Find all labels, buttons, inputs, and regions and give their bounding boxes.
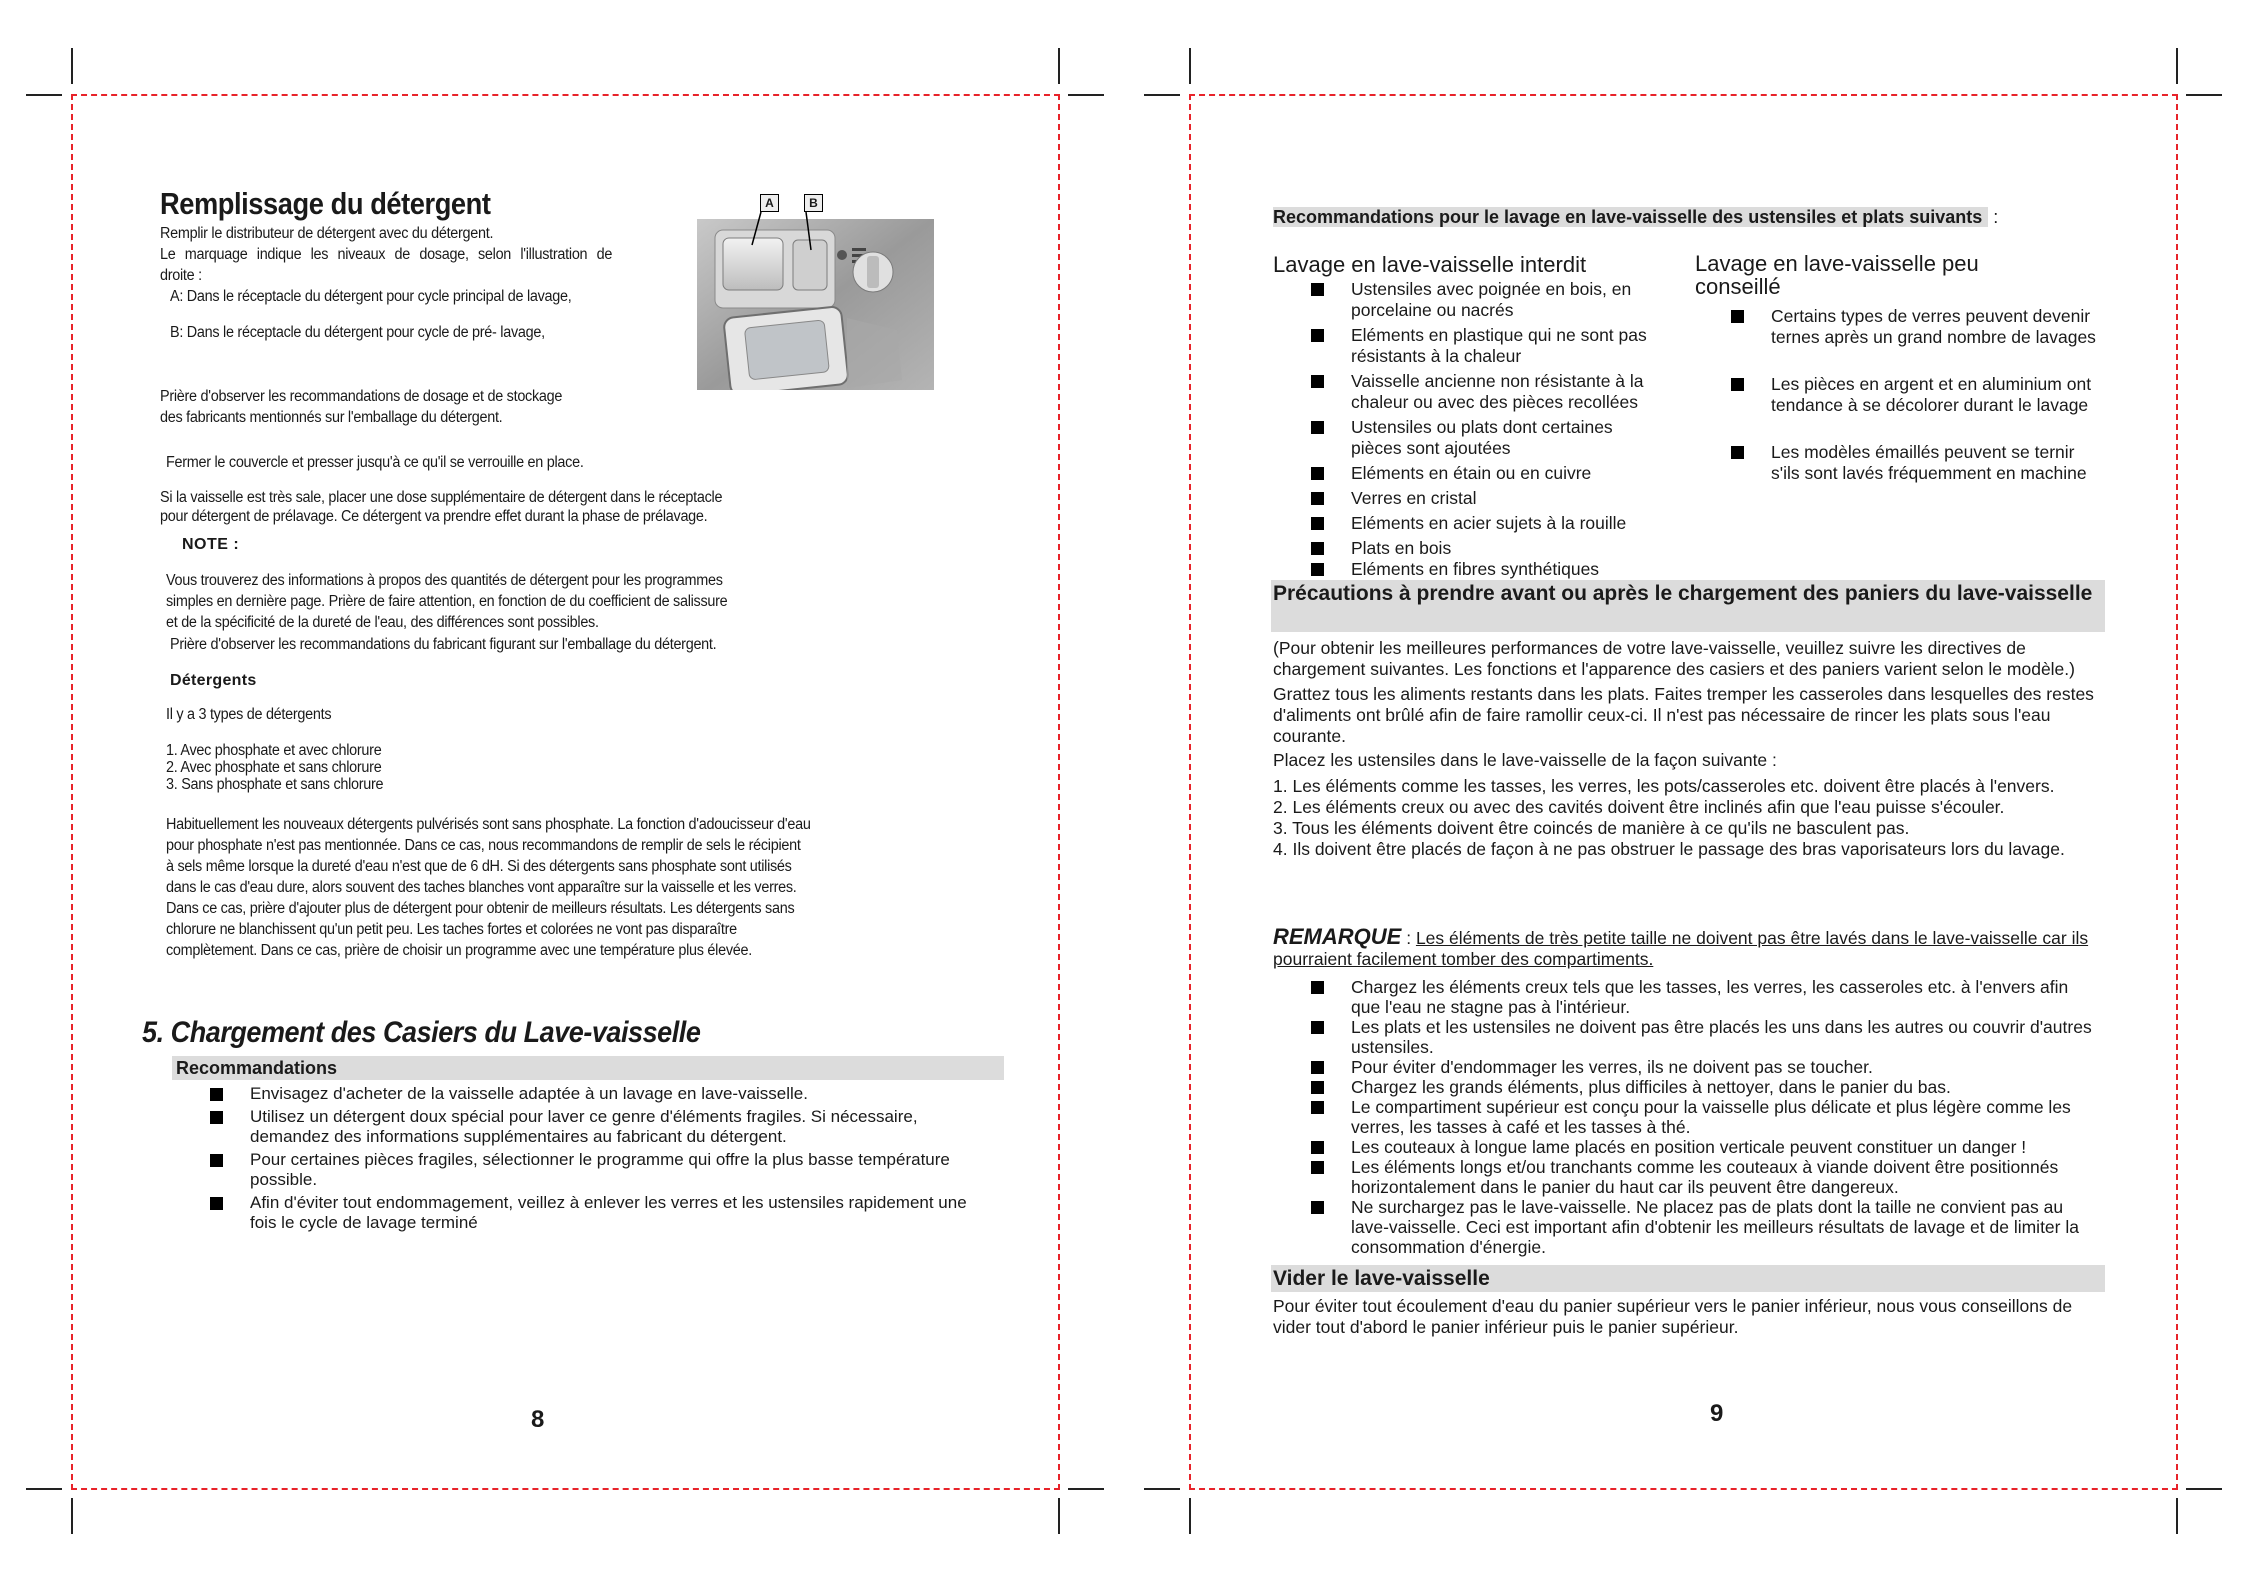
note-line: Vous trouverez des informations à propos des quantités de détergent pour les programmes xyxy=(166,572,723,589)
recommandations-heading: Recommandations xyxy=(172,1056,1004,1080)
crop-mark xyxy=(2176,48,2178,84)
crop-mark xyxy=(1068,1488,1104,1490)
section-title: 5. Chargement des Casiers du Lave-vaisselle xyxy=(142,1016,701,1049)
limited-item: Les pièces en argent et en aluminium ont tendance à se décolorer durant le lavage xyxy=(1731,374,2101,416)
dispenser-illustration xyxy=(697,200,937,390)
reco-title: Recommandations pour le lavage en lave-vaisselle des ustensiles et plats suivants xyxy=(1273,207,1988,227)
recommandation-item: Pour certaines pièces fragiles, sélectionner le programme qui offre la plus basse température possible. xyxy=(210,1150,990,1190)
forbidden-item: Eléments en fibres synthétiques xyxy=(1311,559,1651,580)
limited-item: Les modèles émaillés peuvent se ternir s'ils sont lavés fréquemment en machine xyxy=(1731,442,2101,484)
forbidden-item: Vaisselle ancienne non résistante à la chaleur ou avec des pièces recollées xyxy=(1311,371,1651,413)
crop-mark xyxy=(1144,1488,1180,1490)
note-heading: NOTE : xyxy=(182,536,240,553)
loading-item: Les couteaux à longue lame placés en position verticale peuvent constituer un danger ! xyxy=(1311,1137,2101,1157)
loading-item: Les éléments longs et/ou tranchants comme les couteaux à viande doivent être positionnés horizontalement dans le panier du haut car ils peuvent être dangereux. xyxy=(1311,1157,2101,1197)
remarque-sep: : xyxy=(1401,928,1416,948)
page-number: 9 xyxy=(1710,1400,1724,1427)
note-line: simples en dernière page. Prière de faire attention, en fonction de du coefficient de salissure xyxy=(166,593,728,610)
dirty-line: Si la vaisselle est très sale, placer une dose supplémentaire de détergent dans le réceptacle xyxy=(160,489,723,506)
label-a: A xyxy=(760,194,779,212)
page-number: 8 xyxy=(531,1406,545,1433)
remarque-text: Les éléments de très petite taille ne doivent pas être lavés dans le lave-vaisselle car ils pourraient facilement tomber des compartiments. xyxy=(1273,928,2089,969)
loading-item: Les plats et les ustensiles ne doivent pas être placés les uns dans les autres ou couvrir d'autres ustensiles. xyxy=(1311,1017,2101,1057)
crop-mark xyxy=(26,1488,62,1490)
intro-line: Remplir le distributeur de détergent avec du détergent. xyxy=(160,225,494,242)
storage-line: des fabricants mentionnés sur l'emballage du détergent. xyxy=(160,409,503,426)
recommandation-item: Afin d'éviter tout endommagement, veillez à enlever les verres et les ustensiles rapidement une fois le cycle de lavage terminé xyxy=(210,1193,990,1233)
storage-note xyxy=(160,386,681,428)
loading-item: Chargez les éléments creux tels que les tasses, les verres, les casseroles etc. à l'envers afin que l'eau ne stagne pas à l'intérieur. xyxy=(1311,977,2101,1017)
forbidden-title: Lavage en lave-vaisselle interdit xyxy=(1273,252,1587,277)
precaution-paragraph: 1. Les éléments comme les tasses, les verres, les pots/casseroles etc. doivent être placés à l'envers. xyxy=(1273,776,2055,796)
reco-block xyxy=(1273,206,2105,228)
type-item: 1. Avec phosphate et avec chlorure xyxy=(166,742,382,759)
close-lid-text: Fermer le couvercle et presser jusqu'à ce qu'il se verrouille en place. xyxy=(166,454,584,471)
forbidden-item: Verres en cristal xyxy=(1311,488,1651,509)
forbidden-item: Ustensiles ou plats dont certaines pièces sont ajoutées xyxy=(1311,417,1651,459)
remarque xyxy=(1273,926,2105,970)
intro-line: Le marquage indique les niveaux de dosage, selon l'illustration de xyxy=(160,246,613,263)
storage-line: Prière d'observer les recommandations de dosage et de stockage xyxy=(160,388,563,405)
phosphate-line: Dans ce cas, prière d'ajouter plus de détergent pour obtenir de meilleurs résultats. Les détergents sans xyxy=(166,900,795,917)
note-text xyxy=(166,570,891,633)
forbidden-item: Ustensiles avec poignée en bois, en porcelaine ou nacrés xyxy=(1311,279,1651,321)
crop-mark xyxy=(1058,1498,1060,1534)
recommandations-list xyxy=(210,1084,990,1236)
dirty-note xyxy=(160,488,867,526)
empty-text: Pour éviter tout écoulement d'eau du panier supérieur vers le panier inférieur, nous vous conseillons de vider tout d'abord le panier inférieur puis le panier supérieur. xyxy=(1273,1296,2073,1337)
loading-item: Chargez les grands éléments, plus difficiles à nettoyer, dans le panier du bas. xyxy=(1311,1077,2101,1097)
precaution-paragraph: Grattez tous les aliments restants dans les plats. Faites tremper les casseroles dans lesquelles des restes d'aliments ont brûlé afin de faire ramollir ceux-ci. Il n'est pas nécessaire de rincer les plats sous l'eau courante. xyxy=(1273,684,2094,746)
crop-mark xyxy=(26,94,62,96)
crop-mark xyxy=(71,1498,73,1534)
forbidden-list xyxy=(1311,279,1651,580)
precaution-paragraph: Placez les ustensiles dans le lave-vaisselle de la façon suivante : xyxy=(1273,750,1777,770)
forbidden-item: Eléments en étain ou en cuivre xyxy=(1311,463,1651,484)
reco-colon: : xyxy=(1988,207,1999,227)
dirty-line: pour détergent de prélavage. Ce détergent va prendre effet durant la phase de prélavage. xyxy=(160,508,708,525)
forbidden-item: Plats en bois xyxy=(1311,538,1651,559)
note-extra: Prière d'observer les recommandations du fabricant figurant sur l'emballage du détergent. xyxy=(170,636,717,653)
crop-mark xyxy=(71,48,73,84)
loading-item: Ne surchargez pas le lave-vaisselle. Ne placez pas de plats dont la taille ne convient pas au lave-vaisselle. Ceci est important afin d'obtenir les meilleurs résultats de lavage et de limiter la consommation d'énergie. xyxy=(1311,1197,2101,1257)
type-item: 2. Avec phosphate et sans chlorure xyxy=(166,759,382,776)
crop-mark xyxy=(1189,48,1191,84)
type-item: 3. Sans phosphate et sans chlorure xyxy=(166,776,384,793)
crop-mark xyxy=(1189,1498,1191,1534)
loading-list xyxy=(1311,977,2101,1257)
loading-item: Le compartiment supérieur est conçu pour la vaisselle plus délicate et plus légère comme les verres, les tasses à café et les tasses à thé. xyxy=(1311,1097,2101,1137)
phosphate-line: dans le cas d'eau dure, alors souvent des taches blanches vont apparaître sur la vaisselle et les verres. xyxy=(166,879,797,896)
phosphate-line: chlorure ne blanchissent qu'un petit peu. Les taches fortes et colorées ne vont pas disparaître xyxy=(166,921,737,938)
forbidden-item: Eléments en plastique qui ne sont pas résistants à la chaleur xyxy=(1311,325,1651,367)
crop-mark xyxy=(1068,94,1104,96)
phosphate-line: Habituellement les nouveaux détergents pulvérisés sont sans phosphate. La fonction d'adoucisseur d'eau xyxy=(166,816,811,833)
crop-mark xyxy=(2186,1488,2222,1490)
limited-item: Certains types de verres peuvent devenir ternes après un grand nombre de lavages xyxy=(1731,306,2101,348)
limited-list xyxy=(1731,306,2101,484)
note-line: et de la spécificité de la dureté de l'eau, des différences sont possibles. xyxy=(166,614,599,631)
precaution-paragraph: (Pour obtenir les meilleures performances de votre lave-vaisselle, veuillez suivre les directives de chargement suivantes. Les fonctions et l'apparence des casiers et des paniers varient selon le modèle.) xyxy=(1273,638,2075,679)
dose-a: A: Dans le réceptacle du détergent pour cycle principal de lavage, xyxy=(170,288,572,305)
detergents-heading: Détergents xyxy=(170,672,257,689)
precautions-text xyxy=(1273,638,2105,860)
phosphate-line: complètement. Dans ce cas, prière de choisir un programme avec une température plus élevée. xyxy=(166,942,752,959)
precaution-paragraph: 3. Tous les éléments doivent être coincés de manière à ce qu'ils ne basculent pas. xyxy=(1273,818,1910,838)
loading-item: Pour éviter d'endommager les verres, ils ne doivent pas se toucher. xyxy=(1311,1057,2101,1077)
phosphate-line: pour phosphate n'est pas mentionnée. Dans ce cas, nous recommandons de remplir de sels le récipient xyxy=(166,837,801,854)
recommandation-item: Envisagez d'acheter de la vaisselle adaptée à un lavage en lave-vaisselle. xyxy=(210,1084,990,1104)
forbidden-item: Eléments en acier sujets à la rouille xyxy=(1311,513,1651,534)
crop-mark xyxy=(2176,1498,2178,1534)
recommandation-item: Utilisez un détergent doux spécial pour laver ce genre d'éléments fragiles. Si nécessaire, demandez des informations supplémentaires au fabricant du détergent. xyxy=(210,1107,990,1147)
limited-title: Lavage en lave-vaisselle peu conseillé xyxy=(1695,251,1979,299)
phosphate-text xyxy=(166,814,966,961)
page-left xyxy=(71,94,1060,1490)
remarque-label: REMARQUE xyxy=(1273,924,1402,949)
precaution-paragraph: 4. Ils doivent être placés de façon à ne pas obstruer le passage des bras vaporisateurs lors du lavage. xyxy=(1273,839,2065,859)
crop-mark xyxy=(2186,94,2222,96)
crop-mark xyxy=(1058,48,1060,84)
page-right xyxy=(1189,94,2178,1490)
crop-mark xyxy=(1144,94,1180,96)
types-intro: Il y a 3 types de détergents xyxy=(166,706,332,723)
dose-b: B: Dans le réceptacle du détergent pour cycle de pré- lavage, xyxy=(170,324,545,341)
intro-line: droite : xyxy=(160,267,202,284)
empty-title: Vider le lave-vaisselle xyxy=(1271,1265,2105,1292)
types-list xyxy=(166,742,631,793)
phosphate-line: à sels même lorsque la dureté d'eau n'est que de 6 dH. Si des détergents sans phosphate sont utilisés xyxy=(166,858,792,875)
detergent-title: Remplissage du détergent xyxy=(160,186,491,221)
label-b: B xyxy=(804,194,823,212)
precaution-paragraph: 2. Les éléments creux ou avec des cavités doivent être inclinés afin que l'eau puisse s'écouler. xyxy=(1273,797,2005,817)
precautions-title: Précautions à prendre avant ou après le chargement des paniers du lave-vaisselle xyxy=(1271,580,2105,632)
detergent-intro xyxy=(160,223,625,286)
